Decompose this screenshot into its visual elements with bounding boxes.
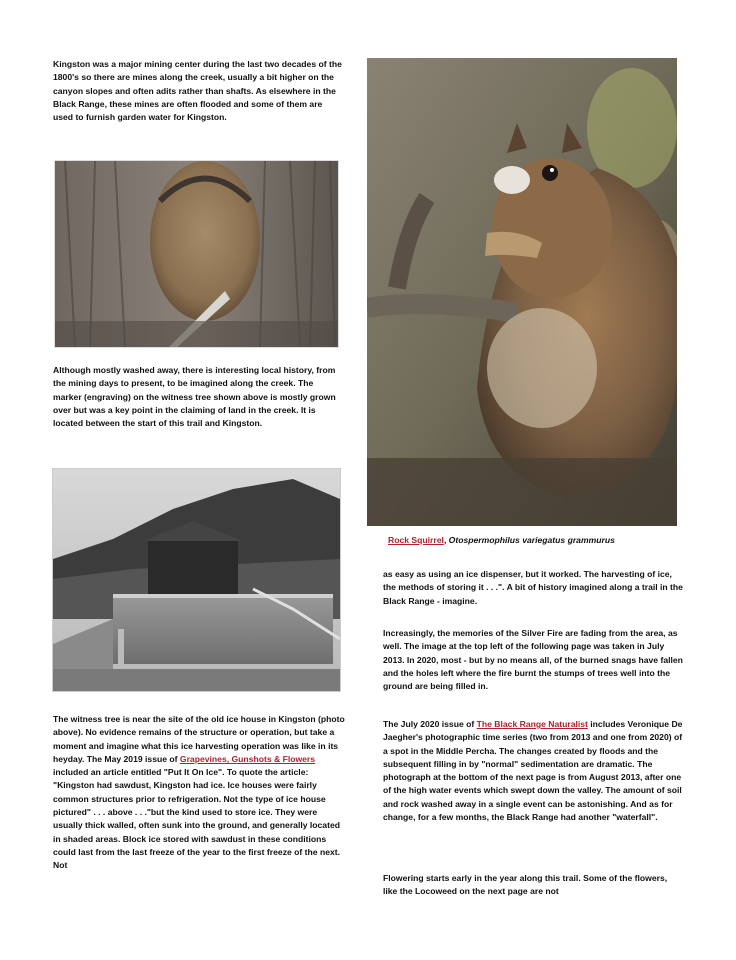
scientific-name: Otospermophilus variegatus grammurus: [448, 535, 615, 545]
history-paragraph: Although mostly washed away, there is interesting local history, from the mining days to present, to be imagined along the creek. The marker (engraving) on the witness tree shown above is mostly grown over but was a key point in the claiming of land in the creek. It is located between the start of this trail and Kingston.: [53, 365, 336, 429]
grapevines-link[interactable]: Grapevines, Gunshots & Flowers: [179, 753, 316, 764]
ice-house-text-b: included an article entitled "Put It On Ice". To quote the article: "Kingston had sawdust, Kingston had ice. Ice houses were fairly common structures prior to refrigeration. Not the type of ice house pictured" . . . above . . ."but the kind used to store ice. They were usually thick walled, often sunk into the ground, and generally located in shaded areas. Block ice stored with sawdust in these conditions could last from the last freeze of the year to the first freeze of the next. Not: [53, 767, 340, 871]
silver-fire-paragraph: Increasingly, the memories of the Silver Fire are fading from the area, as well. The image at the top left of the following page was taken in July 2013. In 2020, most - but by no means all, of the burned snags have fallen and the holes left where the fire burnt the stumps of trees well into the ground are being filled in.: [383, 628, 683, 692]
ice-house-photo: [52, 468, 341, 692]
ice-house-paragraph: [53, 713, 349, 873]
ice-house-text-a: The witness tree is near the site of the old ice house in Kingston (photo above). No evidence remains of the structure or operation, but take a moment and imagine what this ice harvesting operation was like in its heyday. The May 2019 issue of: [53, 714, 345, 764]
intro-paragraph: Kingston was a major mining center during the last two decades of the 1800's so there are mines along the creek, usually a bit higher on the canyon slopes and often adits rather than shafts. As elsewhere in the Black Range, these mines are often flooded and some of them are used to furnish garden water for Kingston.: [53, 59, 342, 123]
naturalist-text-b: includes Veronique De Jaegher's photographic time series (two from 2013 and one from 2020) of a spot in the Middle Percha. The changes created by floods and the subsequent filling in by "normal" sedimentation are dramatic. The photograph at the bottom of the next page is from August 2013, after one of the high water events which swept down the valley. The amount of soil and rock washed away in a single event can be astonishing. And as for change, for a few months, the Black Range had another "waterfall".: [383, 719, 683, 823]
rock-squirrel-link[interactable]: Rock Squirrel: [388, 535, 444, 545]
witness-tree-image: [55, 161, 338, 347]
black-range-naturalist-link[interactable]: The Black Range Naturalist: [476, 719, 588, 729]
ice-house-image: [53, 469, 340, 691]
squirrel-image: [367, 58, 677, 526]
flowering-paragraph: Flowering starts early in the year along this trail. Some of the flowers, like the Locoweed on the next page are not: [383, 873, 668, 897]
naturalist-text-a: The July 2020 issue of: [383, 719, 477, 729]
squirrel-caption: Rock Squirrel, Otospermophilus variegatus grammurus: [388, 535, 615, 545]
ice-dispenser-paragraph: as easy as using an ice dispenser, but it worked. The harvesting of ice, the methods of storing it . . .". A bit of history imagined along a trail in the Black Range - imagine.: [383, 569, 683, 606]
rock-squirrel-photo: [367, 58, 677, 526]
witness-tree-photo: [54, 160, 339, 348]
naturalist-paragraph: [383, 718, 683, 824]
